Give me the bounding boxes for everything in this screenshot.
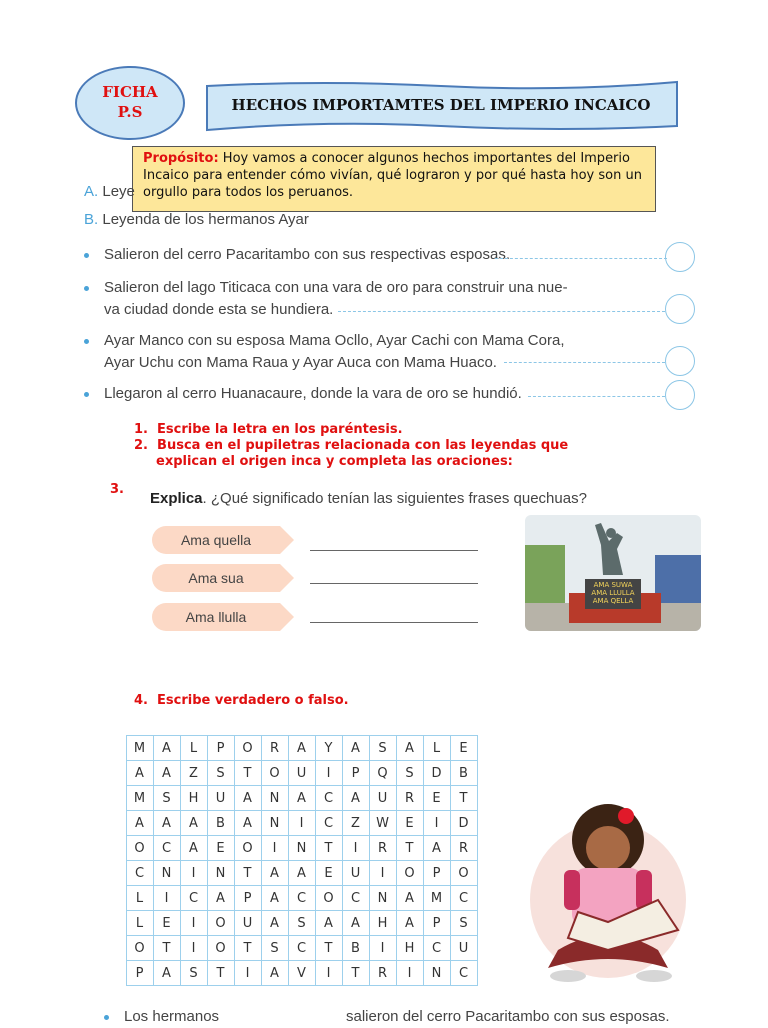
word-search-cell[interactable]: O xyxy=(397,861,424,886)
word-search-cell[interactable]: H xyxy=(181,786,208,811)
statement-text-cont: va ciudad donde esta se hundiera. xyxy=(104,301,334,318)
statement-text: Salieron del cerro Pacaritambo con sus respectivas esposas. xyxy=(104,246,511,263)
word-search-cell[interactable]: A xyxy=(343,786,370,811)
instruction-1-number: 1. xyxy=(134,422,148,437)
answer-circle[interactable] xyxy=(665,346,695,376)
word-search-cell[interactable]: H xyxy=(397,936,424,961)
word-search-cell[interactable]: A xyxy=(289,786,316,811)
word-search-cell[interactable]: I xyxy=(289,811,316,836)
word-search-row xyxy=(127,961,478,986)
explica-prompt xyxy=(150,490,587,507)
word-search-row xyxy=(127,886,478,911)
word-search-cell[interactable]: Z xyxy=(343,811,370,836)
word-search-cell[interactable]: T xyxy=(397,836,424,861)
word-search-cell[interactable]: R xyxy=(397,786,424,811)
purpose-box xyxy=(132,146,656,212)
word-search-cell[interactable]: I xyxy=(397,961,424,986)
word-search-cell[interactable]: E xyxy=(154,911,181,936)
word-search-cell[interactable]: A xyxy=(316,911,343,936)
phrase-pill xyxy=(152,564,294,592)
word-search-cell[interactable]: A xyxy=(262,911,289,936)
legend-b xyxy=(84,211,309,228)
word-search-cell[interactable]: A xyxy=(235,811,262,836)
instruction-1-text: Escribe la letra en los paréntesis. xyxy=(157,422,403,437)
word-search-row xyxy=(127,911,478,936)
word-search-cell[interactable]: N xyxy=(424,961,451,986)
word-search-cell[interactable]: T xyxy=(316,836,343,861)
word-search-cell[interactable]: O xyxy=(127,936,154,961)
word-search-cell[interactable]: S xyxy=(181,961,208,986)
word-search-cell[interactable]: C xyxy=(424,936,451,961)
word-search-row xyxy=(127,936,478,961)
statement-item xyxy=(84,277,584,321)
word-search-cell[interactable]: O xyxy=(208,936,235,961)
word-search-cell[interactable]: O xyxy=(208,911,235,936)
statue-photo xyxy=(525,515,701,631)
word-search-cell[interactable]: L xyxy=(127,886,154,911)
word-search-cell[interactable]: I xyxy=(181,861,208,886)
instruction-2 xyxy=(134,438,568,454)
word-search-cell[interactable]: U xyxy=(370,786,397,811)
explica-question: . ¿Qué significado tenían las siguientes frases quechuas? xyxy=(202,490,587,507)
word-search-cell[interactable]: A xyxy=(289,736,316,761)
word-search-cell[interactable]: A xyxy=(127,811,154,836)
statement-item xyxy=(84,330,584,374)
word-search-cell[interactable]: S xyxy=(154,786,181,811)
legend-a-letter: A. xyxy=(84,183,99,200)
word-search-cell[interactable]: T xyxy=(235,861,262,886)
word-search-cell[interactable]: A xyxy=(208,886,235,911)
word-search-cell[interactable]: I xyxy=(262,836,289,861)
word-search-cell[interactable]: I xyxy=(316,761,343,786)
word-search-cell[interactable]: S xyxy=(370,736,397,761)
word-search-cell[interactable]: E xyxy=(208,836,235,861)
word-search-cell[interactable]: N xyxy=(262,811,289,836)
word-search-cell[interactable]: B xyxy=(208,811,235,836)
word-search-cell[interactable]: T xyxy=(316,936,343,961)
word-search-cell[interactable]: V xyxy=(289,961,316,986)
word-search-cell[interactable]: I xyxy=(154,886,181,911)
phrase-pill xyxy=(152,526,294,554)
word-search-cell[interactable]: A xyxy=(154,761,181,786)
sign-line-3: AMA QELLA xyxy=(592,597,634,605)
word-search-cell[interactable]: N xyxy=(370,886,397,911)
word-search-cell[interactable]: S xyxy=(451,911,478,936)
word-search-cell[interactable]: N xyxy=(262,786,289,811)
instruction-2-text: Busca en el pupiletras relacionada con las leyendas que xyxy=(157,438,569,453)
legend-a-text: Leye xyxy=(102,183,135,200)
statement-text: Ayar Manco con su esposa Mama Ocllo, Ayar Cachi con Mama Cora, xyxy=(104,332,565,349)
dashed-line xyxy=(495,258,667,259)
answer-circle[interactable] xyxy=(665,294,695,324)
word-search-cell[interactable]: L xyxy=(181,736,208,761)
word-search-cell[interactable]: A xyxy=(154,736,181,761)
purpose-text: Hoy vamos a conocer algunos hechos importantes del Imperio Incaico para entender cómo vivían, qué lograron y por qué hasta hoy son un orgullo para todos los peruanos. xyxy=(143,151,642,200)
word-search-cell[interactable]: N xyxy=(289,836,316,861)
word-search-cell[interactable]: Y xyxy=(316,736,343,761)
bullet-dot xyxy=(84,339,89,344)
word-search-cell[interactable]: R xyxy=(370,836,397,861)
word-search-cell[interactable]: E xyxy=(397,811,424,836)
word-search-cell[interactable]: P xyxy=(208,736,235,761)
word-search-cell[interactable]: A xyxy=(343,736,370,761)
word-search-cell[interactable]: A xyxy=(262,861,289,886)
ficha-badge xyxy=(75,66,185,140)
word-search-cell[interactable]: N xyxy=(208,861,235,886)
ficha-label: FICHA xyxy=(102,83,158,101)
word-search-cell[interactable]: C xyxy=(316,786,343,811)
word-search-cell[interactable]: A xyxy=(289,861,316,886)
word-search-cell[interactable]: Z xyxy=(181,761,208,786)
word-search-cell[interactable]: S xyxy=(289,911,316,936)
dashed-line xyxy=(338,311,665,312)
word-search-cell[interactable]: R xyxy=(370,961,397,986)
dashed-line xyxy=(504,362,665,363)
word-search-cell[interactable]: A xyxy=(397,911,424,936)
word-search-cell[interactable]: O xyxy=(451,861,478,886)
word-search-cell[interactable]: C xyxy=(316,811,343,836)
word-search-cell[interactable]: T xyxy=(235,936,262,961)
word-search-cell[interactable]: R xyxy=(262,736,289,761)
word-search-cell[interactable]: Q xyxy=(370,761,397,786)
word-search-cell[interactable]: A xyxy=(127,761,154,786)
word-search-cell[interactable]: E xyxy=(316,861,343,886)
instruction-4 xyxy=(134,693,349,709)
word-search-cell[interactable]: A xyxy=(397,886,424,911)
word-search-cell[interactable]: D xyxy=(424,761,451,786)
instruction-2-cont: explican el origen inca y completa las oraciones: xyxy=(156,454,513,469)
word-search-cell[interactable]: O xyxy=(262,761,289,786)
word-search-cell[interactable]: A xyxy=(181,811,208,836)
word-search-cell[interactable]: P xyxy=(235,886,262,911)
statement-item xyxy=(84,383,584,405)
word-search-cell[interactable]: M xyxy=(127,786,154,811)
word-search-cell[interactable]: I xyxy=(424,811,451,836)
word-search-cell[interactable]: L xyxy=(127,911,154,936)
word-search-cell[interactable]: C xyxy=(181,886,208,911)
word-search-cell[interactable]: S xyxy=(397,761,424,786)
word-search-cell[interactable]: M xyxy=(424,886,451,911)
word-search-cell[interactable]: P xyxy=(127,961,154,986)
sign-line-1: AMA SUWA xyxy=(593,581,633,589)
word-search-cell[interactable]: I xyxy=(181,936,208,961)
word-search-cell[interactable]: W xyxy=(370,811,397,836)
phrase-text: Ama sua xyxy=(188,570,244,586)
word-search-cell[interactable]: A xyxy=(262,961,289,986)
bullet-dot xyxy=(84,392,89,397)
statement-text: Llegaron al cerro Huanacaure, donde la vara de oro se hundió. xyxy=(104,385,522,402)
instruction-1 xyxy=(134,422,403,438)
word-search-row xyxy=(127,736,478,761)
statement-text: Salieron del lago Titicaca con una vara de oro para construir una nue- xyxy=(104,279,568,296)
word-search-cell[interactable]: B xyxy=(343,936,370,961)
answer-line[interactable] xyxy=(310,583,478,584)
word-search-cell[interactable]: A xyxy=(343,911,370,936)
legend-b-letter: B. xyxy=(84,211,99,228)
legend-b-text: Leyenda de los hermanos Ayar xyxy=(102,211,309,228)
word-search-cell[interactable]: T xyxy=(208,961,235,986)
answer-circle[interactable] xyxy=(665,242,695,272)
purpose-label: Propósito: xyxy=(143,151,219,166)
word-search-cell[interactable]: I xyxy=(370,936,397,961)
word-search-cell[interactable]: A xyxy=(262,886,289,911)
answer-line[interactable] xyxy=(310,550,478,551)
word-search-cell[interactable]: P xyxy=(424,911,451,936)
word-search-cell[interactable]: H xyxy=(370,911,397,936)
word-search-cell[interactable]: T xyxy=(343,961,370,986)
word-search-cell[interactable]: A xyxy=(235,786,262,811)
sentence-right: salieron del cerro Pacaritambo con sus esposas. xyxy=(346,1008,670,1025)
dashed-line xyxy=(528,396,665,397)
sign-line-2: AMA LLULLA xyxy=(591,589,635,597)
legend-a xyxy=(84,183,135,200)
word-search-row xyxy=(127,861,478,886)
instruction-3-number: 3. xyxy=(110,482,124,497)
word-search-cell[interactable]: I xyxy=(370,861,397,886)
word-search-cell[interactable]: U xyxy=(289,761,316,786)
ficha-code: P.S xyxy=(117,103,143,121)
page-title: HECHOS IMPORTAMTES DEL IMPERIO INCAICO xyxy=(231,96,651,114)
word-search-cell[interactable]: C xyxy=(154,836,181,861)
answer-circle[interactable] xyxy=(665,380,695,410)
word-search-cell[interactable]: E xyxy=(424,786,451,811)
word-search-cell[interactable]: C xyxy=(343,886,370,911)
word-search-cell[interactable]: D xyxy=(451,811,478,836)
explica-bold: Explica xyxy=(150,490,203,507)
word-search-cell[interactable]: U xyxy=(343,861,370,886)
answer-line[interactable] xyxy=(310,622,478,623)
word-search-cell[interactable]: E xyxy=(451,736,478,761)
statement-text-cont: Ayar Uchu con Mama Raua y Ayar Auca con Mama Huaco. xyxy=(104,354,497,371)
word-search-cell[interactable]: O xyxy=(316,886,343,911)
word-search-cell[interactable]: N xyxy=(154,861,181,886)
word-search-cell[interactable]: C xyxy=(451,961,478,986)
word-search-cell[interactable]: U xyxy=(451,936,478,961)
word-search-cell[interactable]: U xyxy=(208,786,235,811)
word-search-grid xyxy=(126,735,478,986)
word-search-cell[interactable]: O xyxy=(127,836,154,861)
word-search-cell[interactable]: T xyxy=(235,761,262,786)
word-search-row xyxy=(127,811,478,836)
word-search-cell[interactable]: B xyxy=(451,761,478,786)
word-search-cell[interactable]: P xyxy=(343,761,370,786)
word-search-row xyxy=(127,786,478,811)
bullet-dot xyxy=(84,286,89,291)
statement-item xyxy=(84,244,584,266)
word-search-cell[interactable]: M xyxy=(127,736,154,761)
word-search-cell[interactable]: I xyxy=(235,961,262,986)
word-search-cell[interactable]: O xyxy=(235,836,262,861)
word-search-cell[interactable]: A xyxy=(397,736,424,761)
word-search-cell[interactable]: A xyxy=(154,961,181,986)
word-search-cell[interactable]: S xyxy=(262,936,289,961)
word-search-cell[interactable]: C xyxy=(127,861,154,886)
phrase-text: Ama llulla xyxy=(185,609,247,625)
sentence-left: Los hermanos xyxy=(124,1008,220,1025)
word-search-cell[interactable]: T xyxy=(154,936,181,961)
bullet-dot xyxy=(104,1015,109,1020)
word-search-cell[interactable]: I xyxy=(181,911,208,936)
word-search-cell[interactable]: C xyxy=(289,886,316,911)
word-search-cell[interactable]: I xyxy=(343,836,370,861)
instruction-4-number: 4. xyxy=(134,693,148,708)
word-search-cell[interactable]: A xyxy=(424,836,451,861)
word-search-cell[interactable]: T xyxy=(451,786,478,811)
word-search-row xyxy=(127,836,478,861)
word-search-cell[interactable]: L xyxy=(424,736,451,761)
instruction-2-number: 2. xyxy=(134,438,148,453)
phrase-pill xyxy=(152,603,294,631)
word-search-cell[interactable]: R xyxy=(451,836,478,861)
instruction-4-text: Escribe verdadero o falso. xyxy=(157,693,349,708)
word-search-cell[interactable]: P xyxy=(424,861,451,886)
word-search-cell[interactable]: A xyxy=(181,836,208,861)
word-search-cell[interactable]: C xyxy=(451,886,478,911)
word-search-cell[interactable]: I xyxy=(316,961,343,986)
word-search-cell[interactable]: A xyxy=(154,811,181,836)
girl-reading-illustration xyxy=(528,800,688,985)
word-search-row xyxy=(127,761,478,786)
word-search-cell[interactable]: U xyxy=(235,911,262,936)
word-search-cell[interactable]: C xyxy=(289,936,316,961)
word-search-cell[interactable]: S xyxy=(208,761,235,786)
word-search-cell[interactable]: O xyxy=(235,736,262,761)
phrase-text: Ama quella xyxy=(180,532,252,548)
bullet-dot xyxy=(84,253,89,258)
